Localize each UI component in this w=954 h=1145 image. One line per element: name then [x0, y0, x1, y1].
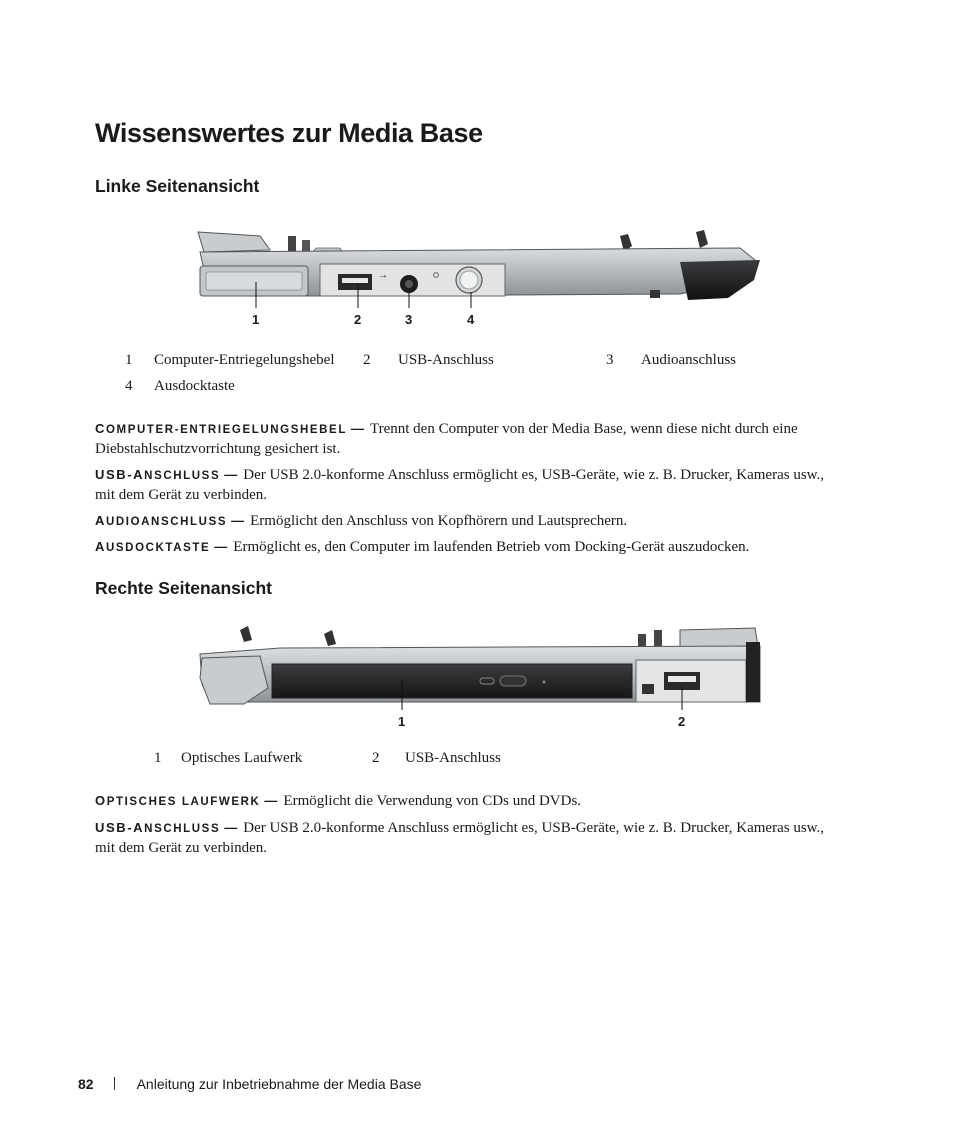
- description-text: Trennt den Computer von der Media Base, wenn diese nicht durch eine Diebstahlschutzvorrichtung gesichert ist.: [95, 421, 798, 457]
- description-text: Ermöglicht den Anschluss von Kopfhörern und Lautsprechern.: [250, 513, 628, 529]
- description-text: Der USB 2.0-konforme Anschluss ermöglicht es, USB-Geräte, wie z. B. Drucker, Kameras usw., mit dem Gerät zu verbinden.: [95, 820, 825, 856]
- legend-label: USB-Anschluss: [405, 750, 501, 766]
- callout-2: 2: [354, 312, 362, 327]
- term: COMPUTER-ENTRIEGELUNGSHEBEL: [95, 421, 347, 436]
- legend-num: 2: [363, 352, 371, 368]
- description-usb-port: USB-ANSCHLUSS — Der USB 2.0-konforme Anschluss ermöglicht es, USB-Geräte, wie z. B. Drucker, Kameras usw., mit dem Gerät zu verbinden.: [95, 467, 825, 503]
- description-optical-drive: OPTISCHES LAUFWERK — Ermöglicht die Verwendung von CDs und DVDs.: [95, 793, 582, 809]
- description-usb-port-right: USB-ANSCHLUSS — Der USB 2.0-konforme Anschluss ermöglicht es, USB-Geräte, wie z. B. Drucker, Kameras usw., mit dem Gerät zu verbinden.: [95, 820, 825, 856]
- media-base-right-side-illustration: [180, 618, 780, 730]
- term: OPTISCHES LAUFWERK: [95, 793, 261, 808]
- description-text: Ermöglicht die Verwendung von CDs und DVDs.: [283, 793, 582, 809]
- legend-num: 1: [154, 750, 162, 766]
- svg-text:⭢: ⭢: [380, 271, 387, 280]
- term: AUDIOANSCHLUSS: [95, 513, 228, 528]
- callout-4: 4: [467, 312, 475, 327]
- legend-label: Optisches Laufwerk: [181, 750, 303, 766]
- media-base-left-side-illustration: [180, 222, 780, 332]
- legend-num: 1: [125, 352, 133, 368]
- page-title: Wissenswertes zur Media Base: [95, 118, 483, 148]
- section-heading-right-view: Rechte Seitenansicht: [95, 578, 272, 598]
- page-footer: [78, 1076, 421, 1092]
- term: USB-ANSCHLUSS: [95, 467, 221, 482]
- description-undock-button: AUSDOCKTASTE — Ermöglicht es, den Computer im laufenden Betrieb vom Docking-Gerät auszudocken.: [95, 539, 750, 555]
- legend-num: 4: [125, 378, 133, 394]
- term: AUSDOCKTASTE: [95, 539, 211, 554]
- footer-title: Anleitung zur Inbetriebnahme der Media Base: [136, 1076, 422, 1092]
- description-audio-port: AUDIOANSCHLUSS — Ermöglicht den Anschluss von Kopfhörern und Lautsprechern.: [95, 513, 628, 529]
- description-text: Der USB 2.0-konforme Anschluss ermöglicht es, USB-Geräte, wie z. B. Drucker, Kameras usw., mit dem Gerät zu verbinden.: [95, 467, 825, 503]
- description-computer-release-lever: COMPUTER-ENTRIEGELUNGSHEBEL — Trennt den Computer von der Media Base, wenn diese nicht durch eine Diebstahlschutzvorrichtung gesichert ist.: [95, 421, 798, 457]
- legend-num: 2: [372, 750, 380, 766]
- left-side-view-figure: [180, 222, 780, 332]
- callout-1: 1: [252, 312, 260, 327]
- term: USB-ANSCHLUSS: [95, 820, 221, 835]
- footer-separator: [114, 1077, 115, 1090]
- callout-1: 1: [398, 714, 406, 729]
- description-text: Ermöglicht es, den Computer im laufenden Betrieb vom Docking-Gerät auszudocken.: [233, 539, 750, 555]
- legend-label: Audioanschluss: [641, 352, 736, 368]
- callout-2: 2: [678, 714, 686, 729]
- section-heading-left-view: Linke Seitenansicht: [95, 176, 260, 196]
- legend-label: Ausdocktaste: [154, 378, 235, 394]
- legend-label: Computer-Entriegelungshebel: [154, 352, 335, 368]
- legend-label: USB-Anschluss: [398, 352, 494, 368]
- callout-3: 3: [405, 312, 413, 327]
- right-side-view-figure: [180, 618, 780, 730]
- legend-num: 3: [606, 352, 614, 368]
- page-number: 82: [78, 1076, 94, 1092]
